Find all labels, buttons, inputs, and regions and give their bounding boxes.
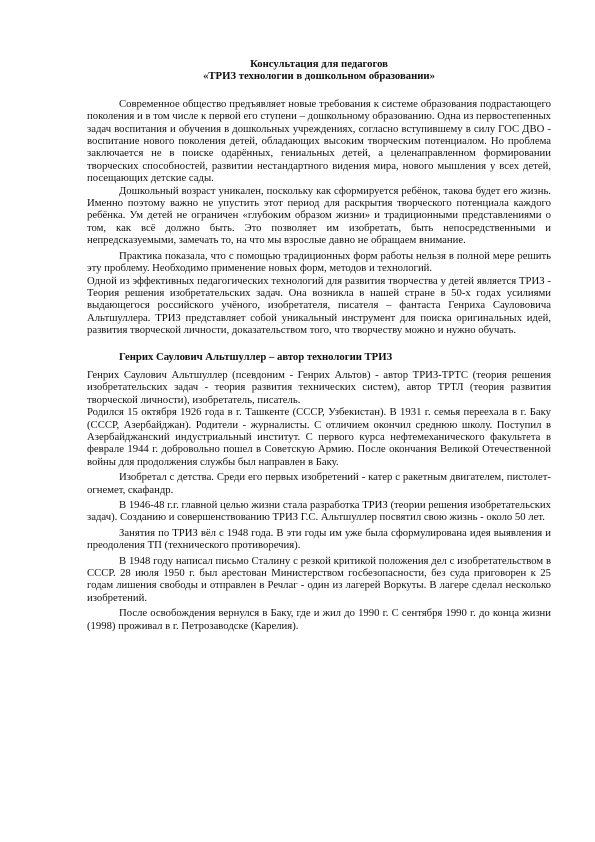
title-block	[87, 58, 551, 83]
paragraph-bio-7: После освобождения вернулся в Баку, где и жил до 1990 г. С сентября 1990 г. до конца жизни (1998) проживал в г. Петрозаводске (Карелия).	[87, 607, 551, 632]
paragraph-bio-1: Генрих Саулович Альтшуллер (псевдоним - Генрих Альтов) - автор ТРИЗ-ТРТС (теория решения изобретательских задач - теория развития технических систем), автор ТРТЛ (теория развития творческой личности), изобретатель, писатель.	[87, 368, 551, 406]
document-title-line1: Консультация для педагогов	[250, 58, 388, 70]
paragraph-bio-5: Занятия по ТРИЗ вёл с 1948 года. В эти годы им уже была сформулирована идея выявления и преодоления ТП (технического противоречия).	[87, 526, 551, 552]
paragraph-bio-4: В 1946-48 г.г. главной целью жизни стала разработка ТРИЗ (теории решения изобретательских задач). Созданию и совершенствованию ТРИЗ Г.С. Альтшуллер посвятил свою жизнь - около 50 лет.	[87, 499, 551, 524]
paragraph-bio-6: В 1948 году написал письмо Сталину с резкой критикой положения дел с изобретательством в СССР. 28 июля 1950 г. был арестован Министерством госбезопасности, без суда приговорен к 25 годам лишения свободы и отправлен в Речлаг - один из лагерей Воркуты. В лагере сделал несколько изобретений.	[87, 554, 551, 604]
document-title-line2: «ТРИЗ технологии в дошкольном образовании»	[203, 70, 435, 83]
paragraph-bio-3: Изобретал с детства. Среди его первых изобретений - катер с ракетным двигателем, пистолет-огнемет, скафандр.	[87, 471, 551, 496]
paragraph-intro-4: Одной из эффективных педагогических технологий для развития творчества у детей является ТРИЗ - Теория решения изобретательских задач. Она возникла в нашей стране в 50-х годах усилиями выдающегося российского учёного, изобретателя, писателя – фантаста Генриха Саулововича Альтшуллера. ТРИЗ представляет собой уникальный инструмент для поиска оригинальных идей, развития творческой личности, доказательством того, что творчеству можно и нужно обучать.	[87, 274, 551, 337]
paragraph-intro-3: Практика показала, что с помощью традиционных форм работы нельзя в полной мере решить эту проблему. Необходимо применение новых форм, методов и технологий.	[87, 249, 551, 275]
paragraph-bio-2: Родился 15 октября 1926 года в г. Ташкенте (СССР, Узбекистан). В 1931 г. семья переехала в г. Баку (СССР, Азербайджан). Родители - журналисты. С отличием окончил среднюю школу. Поступил в Азербайджанский индустриальный институт. С первого курса нефтемеханического факультета в феврале 1944 г. добровольно пошел в Советскую Армию. После окончания Великой Отечественной войны для продолжения службы был направлен в Баку.	[87, 406, 551, 468]
paragraph-intro-2: Дошкольный возраст уникален, поскольку как сформируется ребёнок, такова будет его жизнь. Именно поэтому важно не упустить этот период для раскрытия творческого потенциала каждого ребёнка. Ум детей не ограничен «глубоким образом жизни» и традиционными представлениями о том, как всё должно быть. Это позволяет им изобретать, быть непосредственными и непредсказуемыми, замечать то, на что мы взрослые давно не обращаем внимание.	[87, 184, 551, 247]
paragraph-intro-1: Современное общество предъявляет новые требования к системе образования подрастающего поколения и в том числе к первой его ступени – дошкольному образованию. Одна из первостепенных задач воспитания и обучения в дошкольных учреждениях, согласно вступившему в силу ГОС ДВО - воспитание нового поколения детей, обладающих высоким творческим потенциалом. Но проблема заключается не в поиске одарённых, гениальных детей, а целенаправленном формировании творческих способностей, развитии нестандартного видения мира, нового мышления у всех детей, посещающих детские сады.	[87, 97, 551, 185]
section-heading: Генрих Саулович Альтшуллер – автор технологии ТРИЗ	[119, 350, 393, 363]
